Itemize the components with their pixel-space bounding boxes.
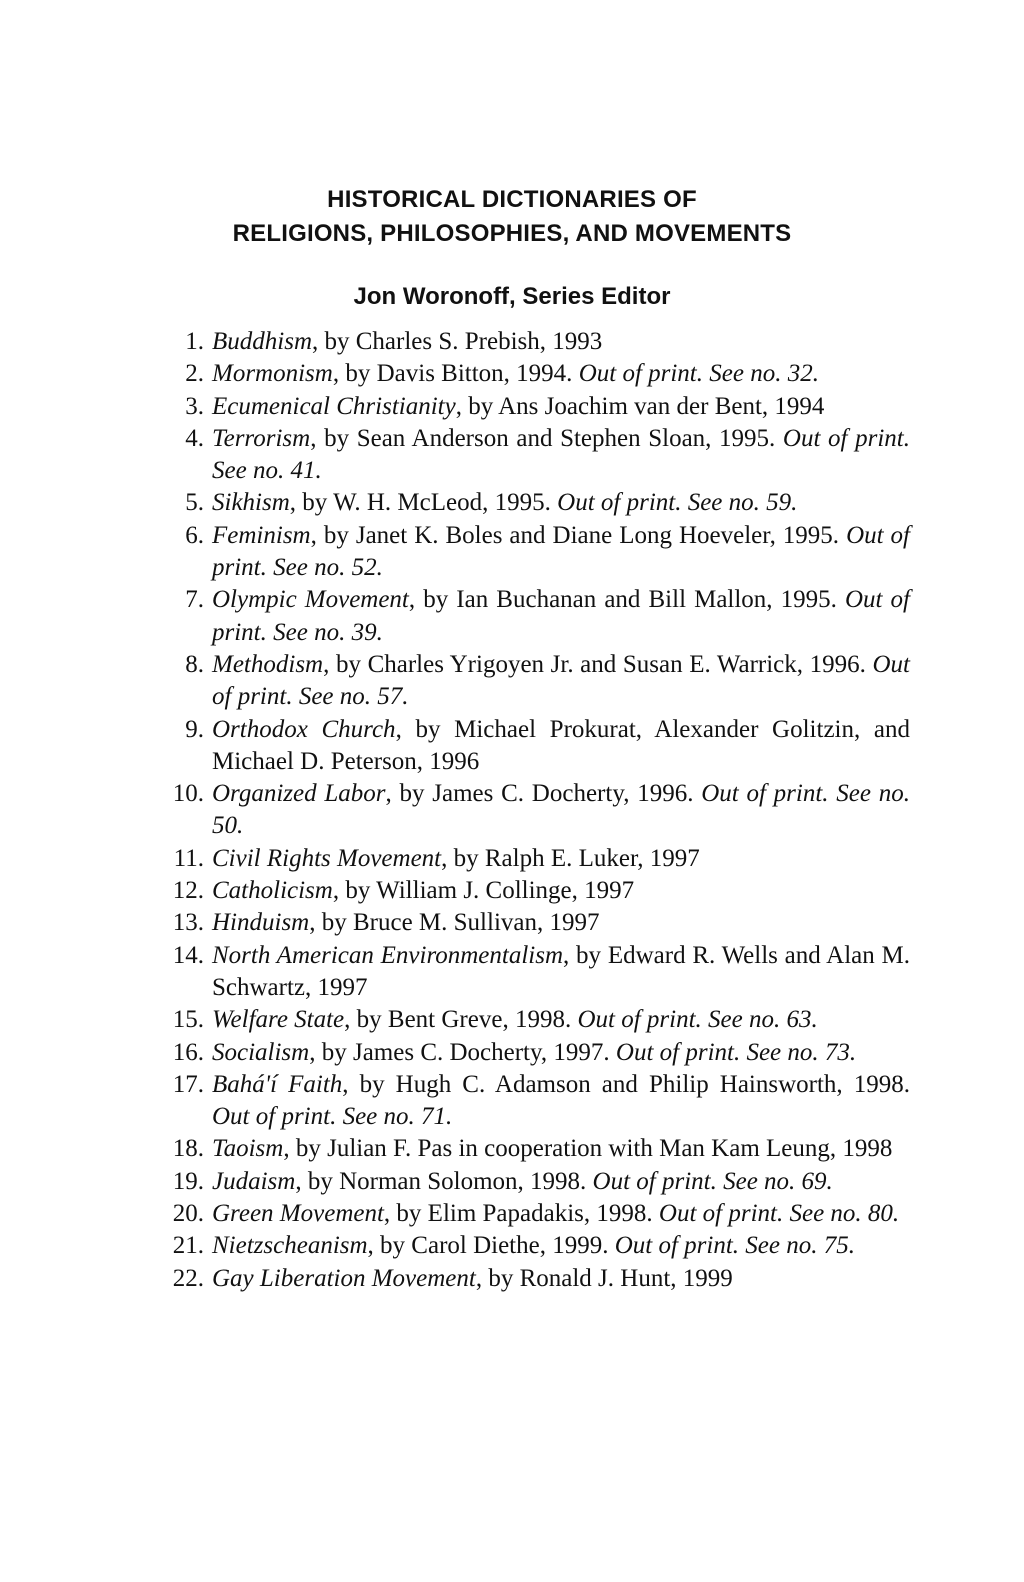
list-item — [160, 1198, 910, 1230]
book-author-year: , by Carol Diethe, 1999. — [367, 1232, 615, 1260]
book-author-year: , by Norman Solomon, 1998. — [295, 1167, 593, 1195]
list-item-number: 9. — [185, 715, 204, 743]
book-title: Green Movement — [212, 1200, 384, 1228]
book-author-year: , by Elim Papadakis, 1998. — [383, 1200, 659, 1228]
book-author-year: , by James C. Docherty, 1997. — [309, 1038, 616, 1066]
out-of-print-note: Out of print. See no. 39. — [212, 586, 910, 646]
list-item-number: 5. — [185, 489, 204, 517]
book-list — [160, 326, 910, 1295]
book-author-year: , by W. H. McLeod, 1995. — [289, 489, 558, 517]
list-item-number: 3. — [185, 392, 204, 420]
list-item-number: 7. — [185, 586, 204, 614]
book-title: Socialism — [212, 1038, 310, 1066]
book-title: Civil Rights Movement — [212, 844, 442, 872]
book-author-year: , by Ian Buchanan and Bill Mallon, 1995. — [408, 586, 845, 614]
list-item-number: 1. — [185, 328, 204, 355]
book-author-year: , by Bent Greve, 1998. — [344, 1006, 578, 1034]
list-item — [160, 423, 910, 488]
list-item-number: 18. — [172, 1135, 204, 1163]
book-author-year: , by James C. Docherty, 1996. — [385, 780, 702, 808]
list-item-number: 14. — [172, 941, 204, 969]
book-title: Organized Labor — [212, 780, 386, 808]
book-title: Sikhism — [212, 489, 290, 517]
list-item-number: 8. — [185, 650, 204, 678]
out-of-print-note: Out of print. See no. 52. — [212, 521, 910, 582]
list-item — [160, 1166, 910, 1198]
book-author-year: , by Ralph E. Luker, 1997 — [441, 844, 700, 872]
out-of-print-note: Out of print. See no. 32. — [578, 360, 819, 388]
book-title: Olympic Movement — [212, 586, 409, 614]
list-item — [160, 358, 910, 390]
list-item-number: 20. — [172, 1200, 204, 1228]
list-item — [160, 487, 910, 519]
list-item-number: 16. — [172, 1038, 204, 1066]
out-of-print-note: Out of print. See no. 50. — [212, 780, 910, 840]
book-title: Hinduism — [212, 909, 310, 937]
out-of-print-note: Out of print. See no. 71. — [212, 1103, 453, 1131]
list-item — [160, 326, 910, 358]
list-item — [160, 391, 910, 423]
series-title-line-2: RELIGIONS, PHILOSOPHIES, AND MOVEMENTS — [232, 220, 792, 247]
list-item-number: 6. — [185, 521, 204, 549]
list-item — [160, 649, 910, 714]
book-title: Orthodox Church — [212, 715, 396, 743]
out-of-print-note: Out of print. See no. 57. — [212, 650, 910, 711]
list-item — [160, 1133, 910, 1165]
book-author-year: , by Bruce M. Sullivan, 1997 — [309, 909, 600, 937]
book-title: Ecumenical Christianity — [212, 392, 456, 420]
series-title-line-1: HISTORICAL DICTIONARIES OF — [327, 186, 697, 213]
out-of-print-note: Out of print. See no. 59. — [557, 489, 798, 517]
list-item-number: 10. — [172, 780, 204, 808]
book-author-year: , by William J. Collinge, 1997 — [332, 877, 635, 905]
list-item — [160, 520, 910, 585]
list-item — [160, 875, 910, 907]
out-of-print-note: Out of print. See no. 75. — [614, 1232, 855, 1260]
list-item-number: 19. — [172, 1167, 204, 1195]
list-item — [160, 584, 910, 649]
list-item-number: 17. — [172, 1070, 204, 1098]
list-item-number: 21. — [172, 1232, 204, 1260]
list-item-number: 13. — [172, 909, 204, 937]
book-author-year: , by Sean Anderson and Stephen Sloan, 1995. — [310, 424, 783, 452]
book-title: Taoism — [212, 1135, 284, 1163]
book-title: Buddhism — [212, 328, 312, 355]
book-author-year: , by Edward R. Wells and Alan M. Schwartz, 1997 — [212, 941, 910, 1001]
list-item — [160, 843, 910, 875]
list-item — [160, 1069, 910, 1134]
list-item — [160, 1230, 910, 1262]
list-item-number: 2. — [185, 360, 204, 388]
out-of-print-note: Out of print. See no. 69. — [592, 1167, 833, 1195]
list-item-number: 15. — [172, 1006, 204, 1034]
book-author-year: , by Ans Joachim van der Bent, 1994 — [455, 392, 825, 420]
book-author-year: , by Davis Bitton, 1994. — [332, 360, 579, 388]
book-title: Methodism — [212, 650, 324, 678]
list-item-number: 4. — [185, 424, 204, 452]
book-title: Catholicism — [212, 877, 333, 905]
out-of-print-note: Out of print. See no. 80. — [658, 1200, 900, 1228]
list-item — [160, 778, 910, 843]
series-editor: Jon Woronoff, Series Editor — [353, 283, 671, 310]
book-title: Feminism — [212, 521, 311, 549]
list-item — [160, 714, 910, 779]
list-item — [160, 1263, 910, 1295]
book-author-year: , by Michael Prokurat, Alexander Golitzin, and Michael D. Peterson, 1996 — [212, 715, 910, 775]
book-author-year: , by Hugh C. Adamson and Philip Hainsworth, 1998. — [342, 1070, 910, 1098]
book-title: Welfare State — [212, 1006, 345, 1034]
book-title: Gay Liberation Movement — [212, 1264, 476, 1292]
list-item-number: 12. — [172, 877, 204, 905]
list-item-number: 11. — [173, 844, 204, 872]
series-title — [0, 183, 1024, 251]
book-author-year: , by Charles Yrigoyen Jr. and Susan E. Warrick, 1996. — [323, 650, 873, 678]
list-item-number: 22. — [172, 1264, 204, 1292]
out-of-print-note: Out of print. See no. 63. — [577, 1006, 818, 1034]
book-title: Mormonism — [212, 360, 333, 388]
book-title: Judaism — [212, 1167, 296, 1195]
book-title: Terrorism — [212, 424, 311, 452]
book-author-year: , by Ronald J. Hunt, 1999 — [475, 1264, 733, 1292]
out-of-print-note: Out of print. See no. 73. — [615, 1038, 857, 1066]
book-title: Bahá'í Faith — [212, 1070, 343, 1098]
book-title: North American Environmentalism — [212, 941, 564, 969]
book-author-year: , by Janet K. Boles and Diane Long Hoeveler, 1995. — [310, 521, 847, 549]
book-title: Nietzscheanism — [212, 1232, 368, 1260]
out-of-print-note: Out of print. See no. 41. — [212, 424, 910, 485]
list-item — [160, 907, 910, 939]
list-item — [160, 940, 910, 1005]
book-author-year: , by Charles S. Prebish, 1993 — [312, 328, 603, 355]
book-author-year: , by Julian F. Pas in cooperation with Man Kam Leung, 1998 — [283, 1135, 893, 1163]
list-item — [160, 1004, 910, 1036]
list-item — [160, 1037, 910, 1069]
